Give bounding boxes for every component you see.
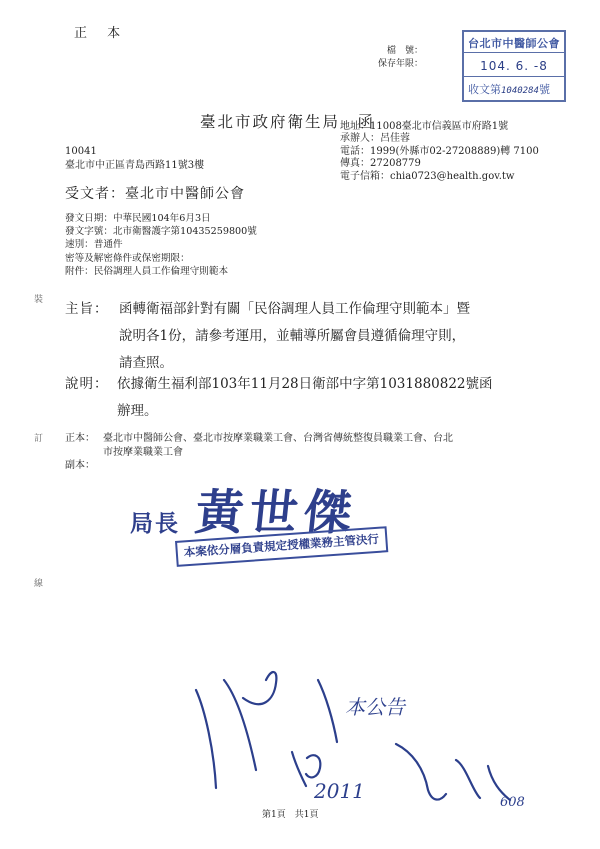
original-copy-line: 臺北市中醫師公會、臺北市按摩業職業工會、台灣省傳統整復員職業工會、台北	[103, 433, 453, 444]
stamp-receipt-label: 收文第	[468, 83, 501, 96]
file-labels	[345, 45, 423, 71]
issue-number: 發文字號：北市衛醫護字第10435259800號	[65, 226, 257, 238]
retention-period-label: 保存年限：	[377, 59, 423, 69]
explanation-label: 說明：	[65, 376, 109, 392]
copy-mark: 正 本	[74, 26, 129, 41]
stamp-receipt-number	[468, 81, 550, 97]
subject-label: 主旨：	[65, 301, 109, 317]
speed-class: 速別：普通件	[65, 239, 123, 251]
contact-phone: 電話：1999(外縣市02-27208889)轉 7100	[340, 145, 539, 157]
director-title: 局長	[130, 510, 180, 537]
stamp-receipt-suffix: 號	[538, 83, 550, 96]
explanation-line: 依據衛生福利部103年11月28日衛部中字第1031880822號函	[117, 376, 493, 392]
agency-title: 臺北市政府衛生局 函	[200, 113, 376, 131]
handwritten-note-a: 本公告	[345, 695, 405, 719]
contact-handler: 承辦人：呂佳蓉	[340, 133, 410, 145]
contact-block	[340, 121, 539, 183]
duplicate-copy-label: 副本：	[65, 460, 95, 471]
recipient-address	[65, 145, 204, 173]
binding-mark: 訂	[34, 434, 44, 444]
meta-block	[65, 212, 257, 278]
stamp-title: 台北市中醫師公會	[468, 37, 560, 50]
attachment: 附件：民俗調理人員工作倫理守則範本	[65, 265, 229, 277]
delegation-stamp: 本案依分層負責規定授權業務主管決行	[175, 526, 388, 567]
stamp-date: 104. 6. -8	[480, 59, 548, 73]
file-number-label: 檔 號：	[386, 46, 423, 56]
receipt-stamp	[462, 30, 566, 102]
explanation-line: 辦理。	[117, 403, 158, 419]
explanation-body	[117, 371, 493, 425]
issue-date: 發文日期：中華民國104年6月3日	[65, 213, 211, 224]
binding-mark: 裝	[34, 295, 44, 305]
contact-address: 地址：11008臺北市信義區市府路1號	[340, 121, 509, 132]
street-address: 臺北市中正區青島西路11號3樓	[65, 160, 205, 171]
director-signature: 黃世傑	[192, 485, 361, 541]
stamp-receipt-value: 1040284	[501, 86, 539, 96]
receiver-line: 受文者：臺北市中醫師公會	[65, 186, 245, 202]
contact-fax: 傳真：27208779	[340, 158, 421, 170]
original-copy-label: 正本：	[65, 433, 95, 444]
handwritten-note-b: 2011	[314, 779, 365, 803]
original-copy-recipients	[103, 432, 453, 459]
subject-line: 函轉衛福部針對有關「民俗調理人員工作倫理守則範本」暨	[119, 301, 470, 317]
subject-line: 請查照。	[119, 355, 173, 371]
subject-line: 說明各1份，請參考運用，並輔導所屬會員遵循倫理守則，	[119, 328, 466, 344]
contact-email: 電子信箱：chia0723@health.gov.tw	[340, 170, 515, 182]
stamp-divider	[464, 52, 564, 53]
stamp-divider	[464, 76, 564, 77]
original-copy-line: 市按摩業職業工會	[103, 446, 183, 458]
subject-body	[119, 296, 470, 377]
binding-mark: 線	[34, 579, 44, 589]
security-class: 密等及解密條件或保密期限：	[65, 252, 190, 264]
postal-code: 10041	[65, 146, 97, 157]
handwritten-note-c: 608	[500, 795, 525, 810]
page-footer: 第1頁 共1頁	[262, 810, 319, 820]
